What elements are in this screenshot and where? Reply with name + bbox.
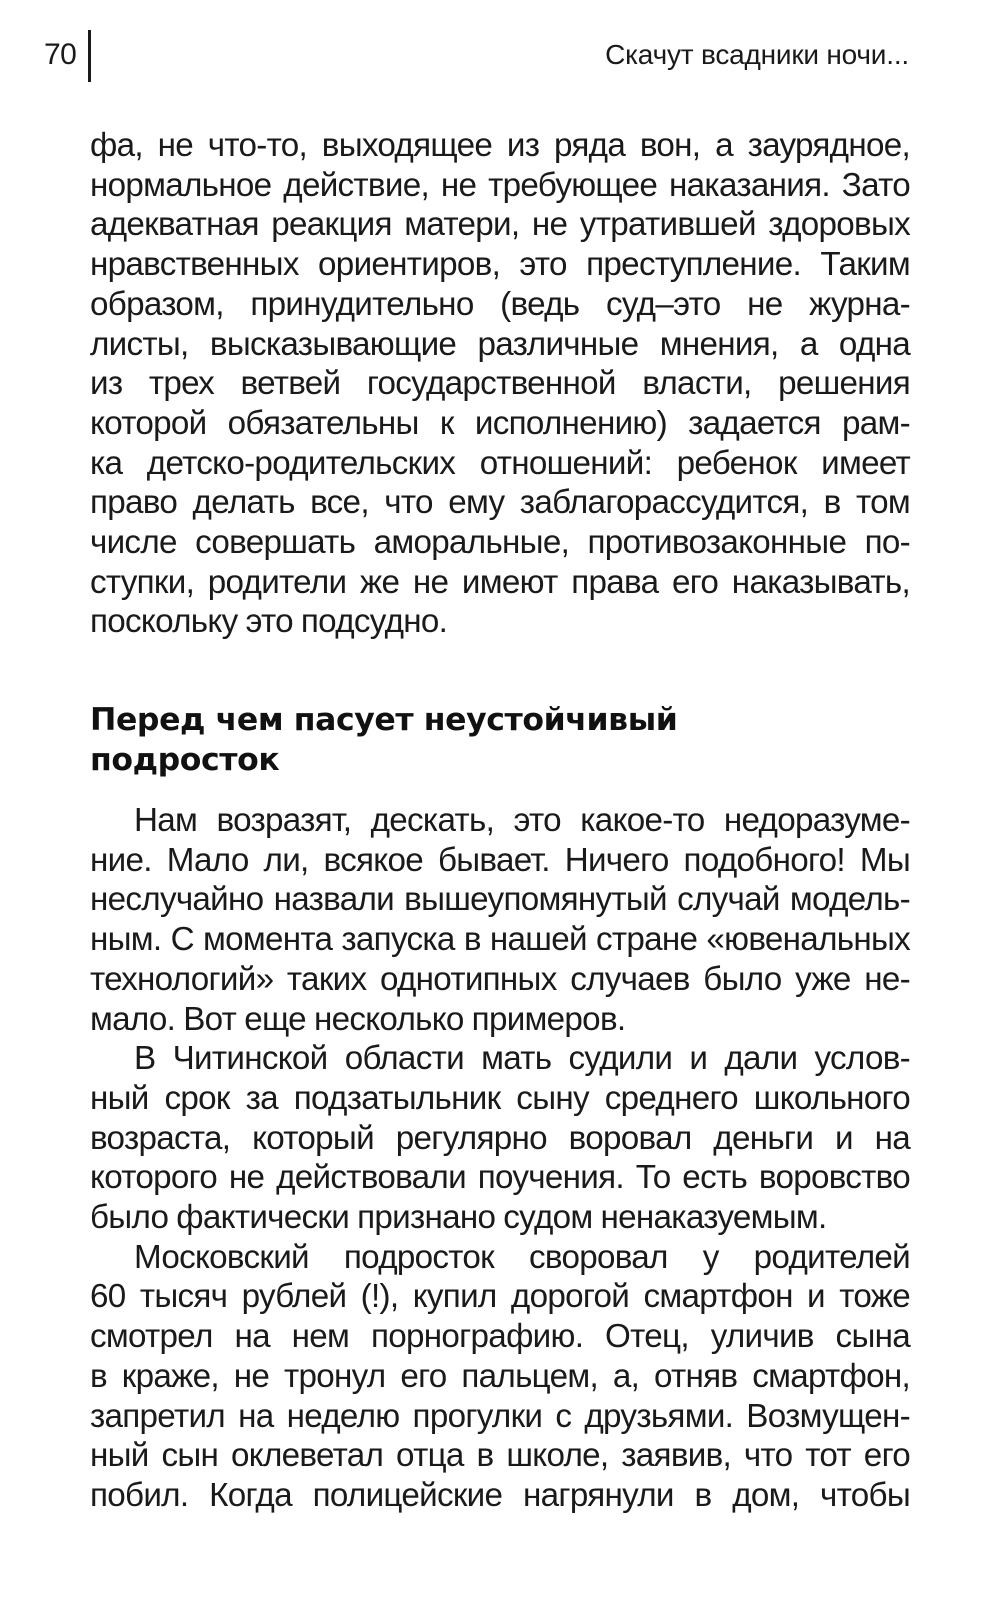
text-line: в краже, не тронул его пальцем, а, отняв смартфон, [90, 1357, 910, 1395]
text-line: из трех ветвей государственной власти, решения [90, 365, 910, 403]
text-line: нормальное действие, не требующее наказания. Зато [90, 166, 910, 204]
text-line: Нам возразят, дескать, это какое-то недоразуме- [134, 802, 910, 839]
section-heading [90, 700, 910, 780]
page-number: 70 [44, 38, 77, 71]
text-line: поскольку это подсудно. [90, 603, 448, 641]
text-line: 60 тысяч рублей (!), купил дорогой смартфон и тоже [90, 1278, 910, 1316]
text-line: ный сын оклеветал отца в школе, заявив, что тот его [90, 1437, 910, 1475]
text-line: было фактически признано судом ненаказуемым. [90, 1199, 827, 1237]
heading-line: подросток [90, 742, 280, 778]
text-line: адекватная реакция матери, не утратившей здоровых [90, 206, 910, 244]
text-line: которого не действовали поучения. То есть воровство [90, 1159, 910, 1197]
paragraph [90, 1039, 910, 1238]
text-line: ка детско-родительских отношений: ребенок имеет [90, 444, 910, 482]
text-line: неслучайно назвали вышеупомянутый случай модель- [90, 881, 910, 919]
paragraph [90, 1238, 910, 1516]
text-line: мало. Вот еще несколько примеров. [90, 1000, 626, 1038]
paragraph-continued [90, 126, 910, 642]
text-line: ным. С момента запуска в нашей стране «ювенальных [90, 921, 910, 959]
running-title: Скачут всадники ночи... [605, 39, 909, 70]
text-line: побил. Когда полицейские нагрянули в дом, чтобы [90, 1476, 910, 1514]
header-divider [88, 30, 91, 82]
page-header [44, 34, 909, 76]
paragraph [90, 801, 910, 1039]
text-line: которой обязательны к исполнению) задается рам- [90, 404, 910, 442]
text-line: образом, принудительно (ведь суд–это не журна- [90, 285, 910, 323]
text-line: технологий» таких однотипных случаев было уже не- [90, 960, 910, 998]
text-line: ние. Мало ли, всякое бывает. Ничего подобного! Мы [90, 841, 910, 879]
text-line: запретил на неделю прогулки с друзьями. Возмущен- [90, 1397, 910, 1435]
text-line: числе совершать аморальные, противозаконные по- [90, 524, 910, 562]
section-body [90, 801, 910, 1516]
text-line: нравственных ориентиров, это преступление. Таким [90, 246, 910, 284]
text-line: ступки, родители же не имеют права его наказывать, [90, 563, 910, 601]
text-line: В Читинской области мать судили и дали услов- [134, 1040, 910, 1078]
text-line: фа, не что-то, выходящее из ряда вон, а заурядное, [90, 127, 910, 164]
text-line: листы, высказывающие различные мнения, а одна [90, 325, 910, 363]
text-line: смотрел на нем порнографию. Отец, уличив сына [90, 1318, 910, 1356]
text-line: Московский подросток своровал у родителей [134, 1238, 910, 1276]
text-line: право делать все, что ему заблагорассудится, в том [90, 484, 910, 522]
text-line: возраста, который регулярно воровал деньги и на [90, 1119, 910, 1157]
text-line: ный срок за подзатыльник сыну среднего школьного [90, 1079, 910, 1117]
heading-line: Перед чем пасует неустойчивый [90, 702, 678, 738]
